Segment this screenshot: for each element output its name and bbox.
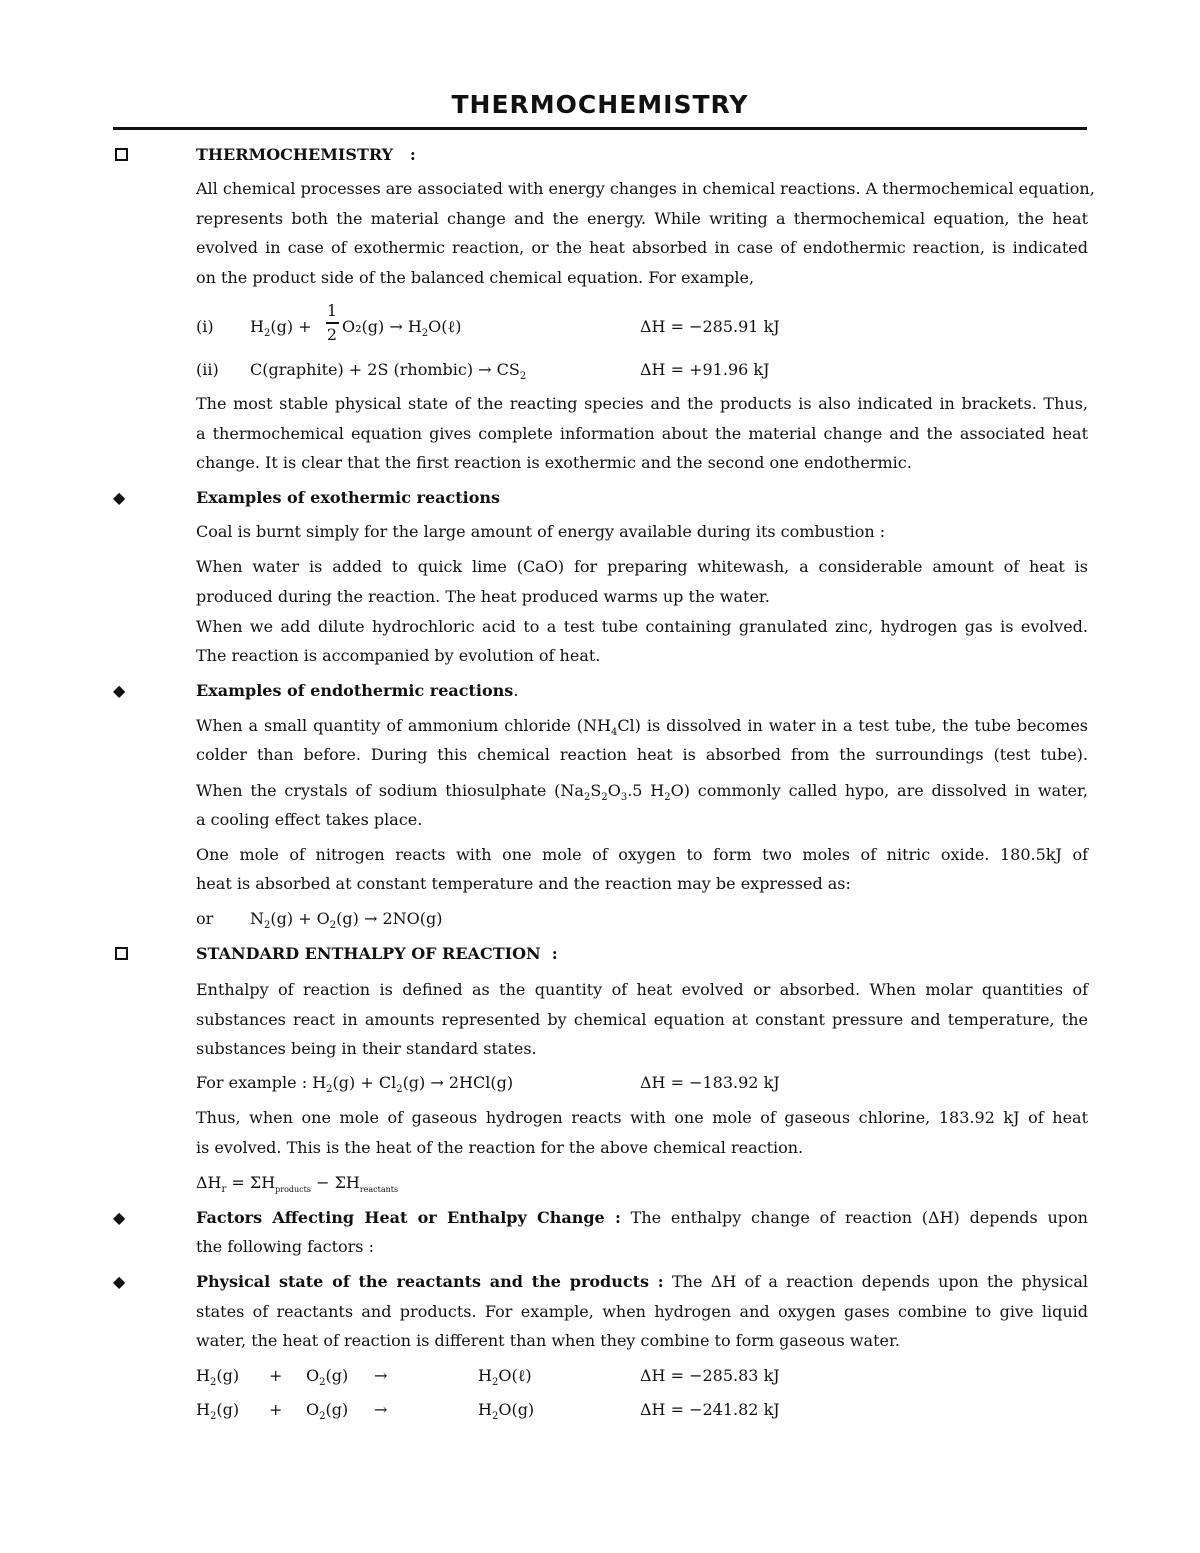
equation-plus: + — [269, 1366, 283, 1385]
equation-reactant-o2: $O_2(g)$ — [306, 1366, 349, 1388]
subheading-exothermic: Examples of exothermic reactions — [196, 488, 501, 507]
paragraph-line: Thus, when one mole of gaseous hydrogen reacts with one mole of gaseous chlorine, 183.92 kJ of heat — [196, 1108, 1088, 1127]
paragraph-line: One mole of nitrogen reacts with one mole of oxygen to form two moles of nitric oxide. 180.5kJ of — [196, 845, 1088, 864]
paragraph-line: colder than before. During this chemical reaction heat is absorbed from the surroundings (test tube). — [196, 745, 1088, 764]
square-bullet-icon — [115, 148, 128, 161]
paragraph-line: When water is added to quick lime (CaO) for preparing whitewash, a considerable amount of heat is — [196, 557, 1088, 576]
section-heading-thermochemistry: THERMOCHEMISTRY : — [196, 145, 416, 164]
enthalpy-formula: $\Delta H_r = \Sigma H_{products} - \Sigma H_{reactants}$ — [196, 1173, 399, 1195]
equation-reactant-h2: $H_2(g)$ — [196, 1400, 240, 1422]
paragraph-line: on the product side of the balanced chemical equation. For example, — [196, 268, 755, 287]
paragraph-line: Coal is burnt simply for the large amount of energy available during its combustion : — [196, 522, 886, 541]
paragraph-line: change. It is clear that the first reaction is exothermic and the second one endothermic. — [196, 453, 912, 472]
paragraph-line: the following factors : — [196, 1237, 374, 1256]
equation-product: $H_2O(\ell)$ — [478, 1366, 532, 1388]
diamond-bullet-icon: ◆ — [113, 488, 126, 507]
equation-label: (ii) — [196, 360, 219, 379]
equation-reactant-h2: $H_2(g)$ — [196, 1366, 240, 1388]
enthalpy-value: ΔH = +91.96 kJ — [640, 360, 770, 379]
equation-arrow: → — [374, 1366, 388, 1385]
equation-label: or — [196, 909, 214, 928]
equation-label: (i) — [196, 317, 214, 336]
page-title: THERMOCHEMISTRY — [451, 90, 749, 119]
subheading-endothermic: Examples of endothermic reactions. — [196, 681, 519, 700]
enthalpy-value: ΔH = −241.82 kJ — [640, 1400, 780, 1419]
enthalpy-value: ΔH = −183.92 kJ — [640, 1073, 780, 1092]
paragraph-line: The most stable physical state of the reacting species and the products is also indicated in brackets. Thus, — [196, 394, 1088, 413]
diamond-bullet-icon: ◆ — [113, 1208, 126, 1227]
equation-lhs: $H_2(g)$ + — [250, 317, 312, 339]
title-rule — [113, 127, 1087, 130]
section-heading-standard-enthalpy: STANDARD ENTHALPY OF REACTION : — [196, 944, 558, 963]
paragraph-line: a cooling effect takes place. — [196, 810, 423, 829]
square-bullet-icon — [115, 947, 128, 960]
paragraph-line: The reaction is accompanied by evolution of heat. — [196, 646, 601, 665]
equation-arrow: → — [374, 1400, 388, 1419]
diamond-bullet-icon: ◆ — [113, 1272, 126, 1291]
fraction-numerator: 1 — [326, 301, 338, 320]
equation-body: C(graphite) + 2S (rhombic) → $CS_2$ — [250, 360, 527, 382]
paragraph-line: When we add dilute hydrochloric acid to a test tube containing granulated zinc, hydrogen gas is evolved. — [196, 617, 1088, 636]
paragraph-line: When the crystals of sodium thiosulphate ($Na_2S_2O_3.5$ $H_2O$) commonly called hypo, are dissolved in water, — [196, 781, 1089, 803]
fraction-denominator: 2 — [326, 325, 338, 344]
equation-reactant-o2: $O_2(g)$ — [306, 1400, 349, 1422]
paragraph-line: heat is absorbed at constant temperature and the reaction may be expressed as: — [196, 874, 851, 893]
paragraph-line: All chemical processes are associated with energy changes in chemical reactions. A thermochemical equation, — [196, 179, 1095, 198]
paragraph-line: a thermochemical equation gives complete information about the material change and the associated heat — [196, 424, 1088, 443]
equation-body: $N_2(g) + O_2(g) \to 2NO(g)$ — [250, 909, 443, 931]
paragraph-line: substances being in their standard states. — [196, 1039, 537, 1058]
diamond-bullet-icon: ◆ — [113, 681, 126, 700]
paragraph-line: water, the heat of reaction is different than when they combine to form gaseous water. — [196, 1331, 900, 1350]
enthalpy-value: ΔH = −285.91 kJ — [640, 317, 780, 336]
physical-state-paragraph-line: Physical state of the reactants and the products : The ΔH of a reaction depends upon the physical — [196, 1272, 1088, 1291]
equation-plus: + — [269, 1400, 283, 1419]
paragraph-line: Enthalpy of reaction is defined as the quantity of heat evolved or absorbed. When molar quantities of — [196, 980, 1088, 999]
fraction-bar — [326, 322, 339, 324]
paragraph-line: evolved in case of exothermic reaction, or the heat absorbed in case of endothermic reaction, is indicated — [196, 238, 1088, 257]
paragraph-line: When a small quantity of ammonium chloride $(NH_4Cl)$ is dissolved in water in a test tube, the tube becomes — [196, 716, 1088, 738]
paragraph-line: substances react in amounts represented by chemical equation at constant pressure and temperature, the — [196, 1010, 1088, 1029]
paragraph-line: produced during the reaction. The heat produced warms up the water. — [196, 587, 770, 606]
paragraph-line: represents both the material change and the energy. While writing a thermochemical equation, the heat — [196, 209, 1088, 228]
paragraph-line: is evolved. This is the heat of the reaction for the above chemical reaction. — [196, 1138, 804, 1157]
equation-rhs: $O_2(g) \to H_2O(\ell)$ — [342, 317, 462, 339]
factors-paragraph-line: Factors Affecting Heat or Enthalpy Change : The enthalpy change of reaction (ΔH) depends upon — [196, 1208, 1088, 1227]
paragraph-line: states of reactants and products. For example, when hydrogen and oxygen gases combine to give liquid — [196, 1302, 1088, 1321]
equation-body: For example : $H_2(g) + Cl_2(g) \to 2HCl(g)$ — [196, 1073, 514, 1095]
enthalpy-value: ΔH = −285.83 kJ — [640, 1366, 780, 1385]
equation-product: $H_2O(g)$ — [478, 1400, 535, 1422]
